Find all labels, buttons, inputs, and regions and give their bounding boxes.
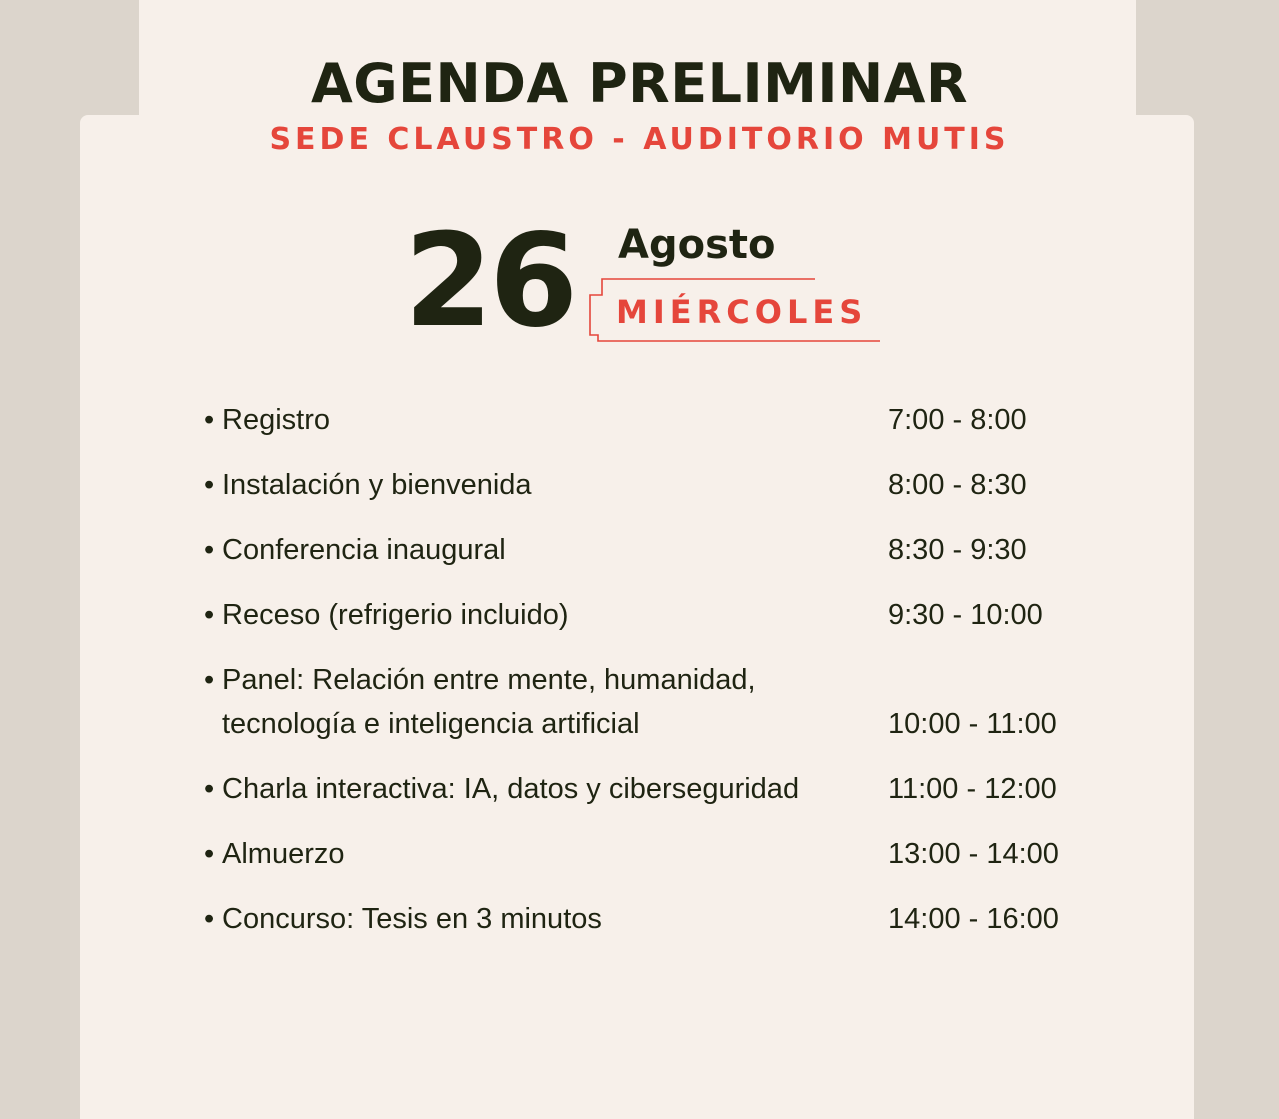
agenda-activity: • Conferencia inaugural [204,528,882,572]
agenda-activity: • Panel: Relación entre mente, humanidad, tecnología e inteligencia artificial [204,658,802,746]
page-title: AGENDA PRELIMINAR [310,52,969,115]
agenda-time: 10:00 - 11:00 [888,708,1057,740]
weekday-label: MIÉRCOLES [616,293,868,331]
agenda-row [204,463,1104,507]
agenda-time: 7:00 - 8:00 [888,404,1027,436]
agenda-time: 8:30 - 9:30 [888,534,1027,566]
agenda-time: 8:00 - 8:30 [888,469,1027,501]
agenda-time: 9:30 - 10:00 [888,599,1043,631]
agenda-activity: • Charla interactiva: IA, datos y ciberseguridad [204,767,882,811]
agenda-row [204,398,1104,442]
agenda-row [204,528,1104,572]
agenda-time: 11:00 - 12:00 [888,773,1057,805]
agenda-time: 13:00 - 14:00 [888,838,1059,870]
agenda-list [204,398,1104,962]
agenda-activity: • Receso (refrigerio incluido) [204,593,882,637]
card-tab-left [80,280,122,326]
agenda-row [204,658,1104,746]
agenda-time: 14:00 - 16:00 [888,903,1059,935]
agenda-activity: • Registro [204,398,882,442]
agenda-row [204,832,1104,876]
card-tab-right [1153,280,1194,326]
venue-subtitle: SEDE CLAUSTRO - AUDITORIO MUTIS [269,122,1010,157]
agenda-row [204,767,1104,811]
agenda-row [204,897,1104,941]
agenda-activity: • Almuerzo [204,832,882,876]
month-label: Agosto [618,222,776,268]
agenda-activity: • Instalación y bienvenida [204,463,882,507]
agenda-row [204,593,1104,637]
day-number: 26 [404,207,575,356]
agenda-activity: • Concurso: Tesis en 3 minutos [204,897,882,941]
